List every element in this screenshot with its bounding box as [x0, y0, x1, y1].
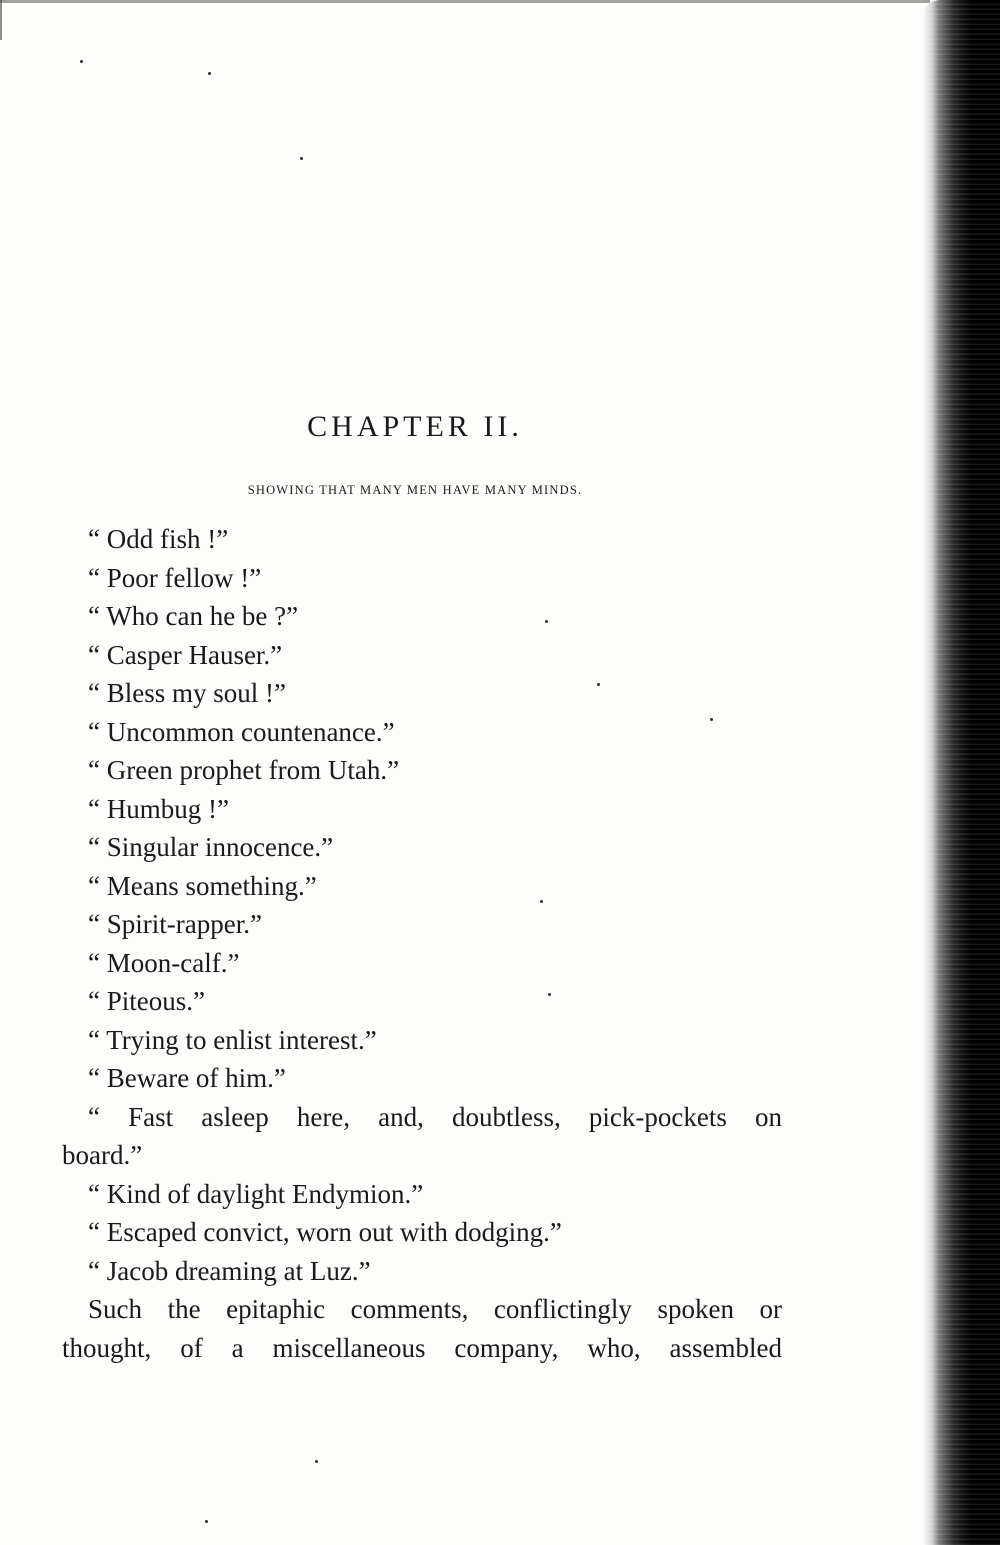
chapter-body: [62, 520, 782, 1367]
dialogue-line: “ Piteous.”: [88, 986, 205, 1016]
dialogue-line: “ Poor fellow !”: [88, 562, 262, 593]
dialogue-line: “ Spirit-rapper.”: [88, 909, 262, 939]
scan-speck: [208, 72, 211, 75]
dialogue-line: “ Fast asleep here, and, doubtless, pick-pockets on: [88, 1101, 782, 1132]
scan-speck: [315, 1460, 318, 1463]
scan-left-border: [0, 0, 2, 40]
dialogue-line: “ Moon-calf.”: [88, 947, 240, 978]
narrative-line: Such the epitaphic comments, conflictingly spoken or: [88, 1294, 782, 1324]
dialogue-line: “ Escaped convict, worn out with dodging.”: [88, 1217, 562, 1247]
scanned-page-edge: [922, 0, 1000, 1545]
chapter-subheading: SHOWING THAT MANY MEN HAVE MANY MINDS.: [247, 483, 583, 497]
dialogue-line: “ Uncommon countenance.”: [88, 716, 395, 747]
dialogue-line: “ Green prophet from Utah.”: [88, 755, 400, 785]
dialogue-line: “ Beware of him.”: [88, 1063, 286, 1093]
dialogue-line-continuation: board.”: [62, 1140, 143, 1170]
dialogue-line: “ Bless my soul !”: [88, 678, 286, 708]
dialogue-line: “ Means something.”: [88, 870, 317, 901]
dialogue-line: “ Singular innocence.”: [88, 832, 334, 862]
scan-top-border: [0, 0, 930, 3]
dialogue-line: “ Humbug !”: [88, 793, 229, 824]
scan-speck: [80, 60, 83, 63]
narrative-line: thought, of a miscellaneous company, who, assembled: [62, 1332, 782, 1363]
chapter-heading: CHAPTER II.: [307, 410, 523, 443]
dialogue-line: “ Jacob dreaming at Luz.”: [88, 1255, 371, 1286]
scan-speck: [205, 1520, 208, 1523]
scan-speck: [300, 157, 303, 160]
dialogue-line: “ Trying to enlist interest.”: [88, 1024, 377, 1055]
dialogue-line: “ Kind of daylight Endymion.”: [88, 1178, 424, 1209]
dialogue-line: “ Odd fish !”: [88, 524, 229, 554]
dialogue-line: “ Who can he be ?”: [88, 601, 299, 631]
dialogue-line: “ Casper Hauser.”: [88, 639, 283, 670]
